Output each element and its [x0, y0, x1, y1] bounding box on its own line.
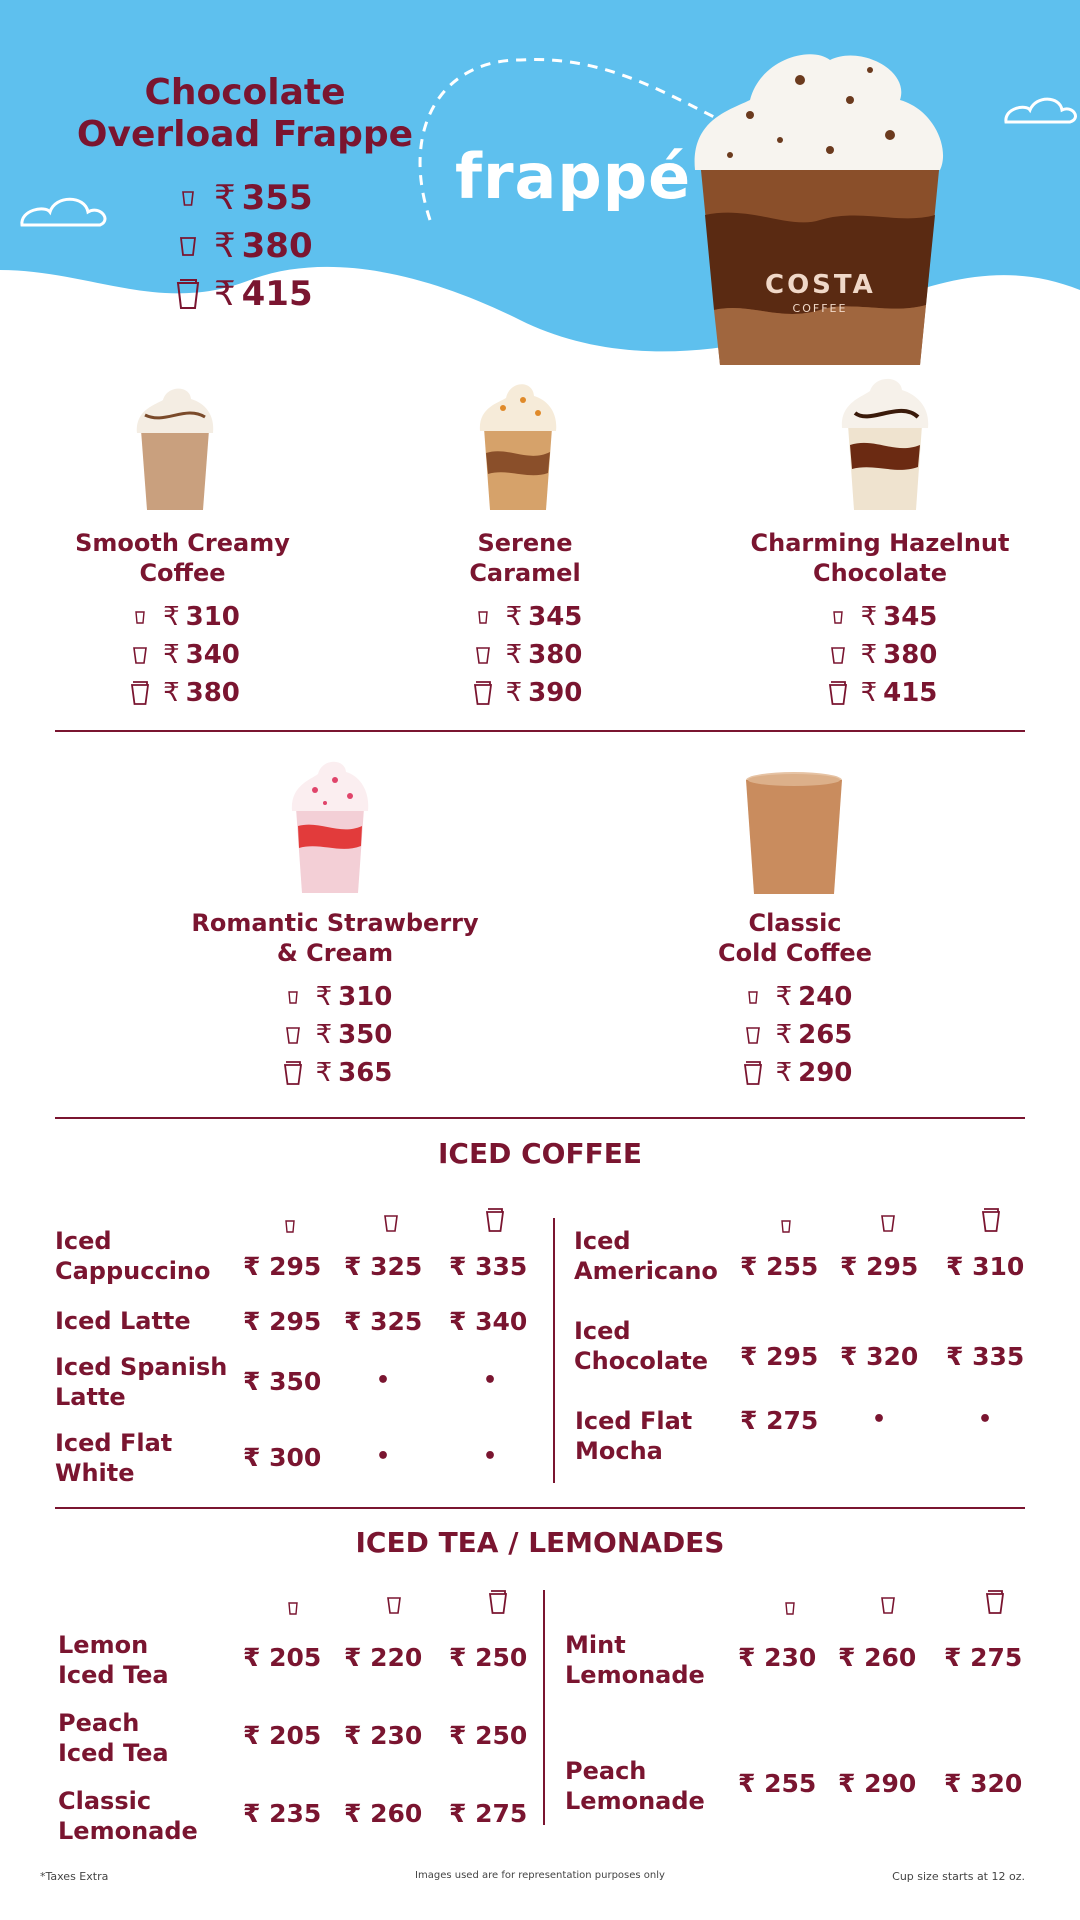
rupee-symbol: ₹ — [740, 1406, 758, 1435]
large-cup-icon — [170, 279, 206, 309]
rupee-symbol: ₹ — [840, 1342, 858, 1371]
hero-price-value: 415 — [241, 274, 313, 314]
rupee-symbol: ₹ — [449, 1799, 467, 1828]
item-name-line1: Iced — [574, 1317, 631, 1345]
item-name-line2: Americano — [574, 1257, 718, 1285]
rupee-symbol: ₹ — [946, 1252, 964, 1281]
rupee-symbol: ₹ — [838, 1643, 856, 1672]
menu-item-iced-latte — [55, 1306, 191, 1336]
item-name-line2: Cold Coffee — [718, 939, 872, 967]
price-small: 240 — [798, 982, 853, 1012]
medium-cup-icon — [468, 647, 498, 664]
price-large: 365 — [338, 1058, 393, 1088]
small-cup-icon — [170, 190, 206, 206]
item-name-line2: Mocha — [575, 1437, 663, 1465]
large-cup-icon — [278, 1061, 308, 1085]
large-cup-icon — [488, 1590, 508, 1618]
rupee-symbol: ₹ — [505, 640, 523, 670]
rupee-symbol: ₹ — [214, 226, 236, 266]
price-small: ₹ 295 — [243, 1307, 322, 1336]
price-small: ₹ 295 — [243, 1252, 322, 1281]
item-name-line1: Charming Hazelnut — [750, 529, 1010, 557]
rupee-symbol: ₹ — [944, 1643, 962, 1672]
small-cup-icon — [738, 991, 768, 1004]
price-small: ₹ 205 — [243, 1643, 322, 1672]
menu-item-smooth-creamy-coffee — [40, 528, 325, 712]
menu-item-iced-americano — [574, 1226, 718, 1286]
price-list — [468, 598, 583, 712]
price-large: ₹ 335 — [946, 1342, 1025, 1371]
rupee-symbol: ₹ — [449, 1721, 467, 1750]
price-small: 345 — [883, 602, 938, 632]
price-small: ₹ 235 — [243, 1799, 322, 1828]
small-cup-icon — [781, 1218, 791, 1237]
menu-item-serene-caramel — [390, 528, 660, 712]
rupee-symbol: ₹ — [505, 602, 523, 632]
menu-item-iced-flat-white — [55, 1428, 172, 1488]
price-list — [738, 978, 853, 1092]
large-cup-icon — [125, 681, 155, 705]
medium-cup-icon — [823, 647, 853, 664]
rupee-symbol: ₹ — [243, 1721, 261, 1750]
small-cup-icon — [285, 1218, 295, 1237]
rupee-symbol: ₹ — [838, 1769, 856, 1798]
item-name-line1: Classic — [58, 1787, 152, 1815]
hero-price-list — [170, 174, 313, 318]
large-cup-icon — [823, 681, 853, 705]
price-list — [125, 598, 240, 712]
rupee-symbol: ₹ — [344, 1307, 362, 1336]
item-name-line2: Cappuccino — [55, 1257, 211, 1285]
rupee-symbol: ₹ — [344, 1799, 362, 1828]
menu-item-peach-lemonade — [565, 1756, 705, 1816]
item-name-line1: Iced Latte — [55, 1307, 191, 1335]
large-cup-icon — [981, 1208, 1001, 1236]
item-name-line1: Lemon — [58, 1631, 149, 1659]
menu-item-iced-spanish-latte — [55, 1352, 227, 1412]
item-name-line1: Iced Flat — [55, 1429, 173, 1457]
price-large: 380 — [185, 678, 240, 708]
medium-cup-icon — [278, 1027, 308, 1044]
rupee-symbol: ₹ — [860, 640, 878, 670]
menu-item-romantic-strawberry-cream — [180, 908, 490, 1092]
price-unavailable: • — [978, 1407, 993, 1432]
price-medium: ₹ 220 — [344, 1643, 423, 1672]
price-large: 290 — [798, 1058, 853, 1088]
item-name-line1: Classic — [748, 909, 842, 937]
price-medium: 265 — [798, 1020, 853, 1050]
small-cup-icon — [288, 1600, 298, 1619]
menu-item-iced-cappuccino — [55, 1226, 211, 1286]
medium-cup-icon — [881, 1215, 895, 1236]
item-name-line2: Chocolate — [574, 1347, 709, 1375]
large-cup-icon — [485, 1208, 505, 1236]
hero-price-large — [170, 270, 313, 318]
price-large: ₹ 335 — [449, 1252, 528, 1281]
rupee-symbol: ₹ — [860, 602, 878, 632]
small-cup-icon — [125, 611, 155, 624]
rupee-symbol: ₹ — [243, 1799, 261, 1828]
rupee-symbol: ₹ — [860, 678, 878, 708]
rupee-symbol: ₹ — [243, 1443, 261, 1472]
price-small: ₹ 255 — [740, 1252, 819, 1281]
column-divider — [553, 1218, 555, 1483]
rupee-symbol: ₹ — [740, 1342, 758, 1371]
item-name-line2: Caramel — [469, 559, 581, 587]
price-list — [823, 598, 938, 712]
price-large: ₹ 340 — [449, 1307, 528, 1336]
rupee-symbol: ₹ — [315, 1020, 333, 1050]
rupee-symbol: ₹ — [775, 982, 793, 1012]
price-small: 310 — [185, 602, 240, 632]
item-name-line2: Iced Tea — [58, 1739, 169, 1767]
item-name-line2: & Cream — [276, 939, 394, 967]
menu-item-iced-chocolate — [574, 1316, 708, 1376]
price-small: 310 — [338, 982, 393, 1012]
price-unavailable: • — [376, 1444, 391, 1469]
large-cup-icon — [985, 1590, 1005, 1618]
classic-cold-coffee-image — [742, 770, 846, 898]
rupee-symbol: ₹ — [214, 178, 236, 218]
item-name-line1: Iced Spanish — [55, 1353, 228, 1381]
price-small: ₹ 350 — [243, 1367, 322, 1396]
large-cup-icon — [738, 1061, 768, 1085]
price-unavailable: • — [483, 1368, 498, 1393]
small-cup-icon — [278, 991, 308, 1004]
hero-title-line1: Chocolate — [144, 72, 346, 113]
item-name-line2: Iced Tea — [58, 1661, 169, 1689]
rupee-symbol: ₹ — [740, 1252, 758, 1281]
item-name-line1: Smooth Creamy — [75, 529, 290, 557]
rupee-symbol: ₹ — [163, 678, 180, 708]
rupee-symbol: ₹ — [344, 1721, 362, 1750]
hero-price-value: 380 — [241, 226, 313, 266]
price-medium: 380 — [883, 640, 938, 670]
price-unavailable: • — [376, 1368, 391, 1393]
item-name-line2: Coffee — [139, 559, 226, 587]
smooth-creamy-coffee-image — [135, 385, 215, 515]
price-medium: ₹ 325 — [344, 1252, 423, 1281]
medium-cup-icon — [738, 1027, 768, 1044]
price-medium: ₹ 230 — [344, 1721, 423, 1750]
rupee-symbol: ₹ — [243, 1252, 261, 1281]
rupee-symbol: ₹ — [243, 1307, 261, 1336]
rupee-symbol: ₹ — [344, 1252, 362, 1281]
price-list — [278, 978, 393, 1092]
romantic-strawberry-cream-image — [290, 758, 370, 898]
price-medium: ₹ 290 — [838, 1769, 917, 1798]
item-name-line1: Mint — [565, 1631, 626, 1659]
item-name-line2: Lemonade — [565, 1661, 705, 1689]
section-title-iced-coffee: ICED COFFEE — [438, 1137, 642, 1170]
rupee-symbol: ₹ — [163, 602, 180, 632]
rupee-symbol: ₹ — [163, 640, 180, 670]
section-divider — [55, 730, 1025, 732]
rupee-symbol: ₹ — [243, 1643, 261, 1672]
menu-item-classic-cold-coffee — [660, 908, 930, 1092]
hero-frappe-image — [690, 40, 950, 370]
rupee-symbol: ₹ — [738, 1643, 756, 1672]
rupee-symbol: ₹ — [315, 982, 333, 1012]
menu-item-classic-lemonade — [58, 1786, 198, 1846]
medium-cup-icon — [387, 1597, 401, 1618]
menu-item-lemon-iced-tea — [58, 1630, 169, 1690]
section-divider — [55, 1117, 1025, 1119]
footer-taxes-note: *Taxes Extra — [40, 1870, 109, 1883]
price-medium: 380 — [528, 640, 583, 670]
section-divider — [55, 1507, 1025, 1509]
price-small: ₹ 230 — [738, 1643, 817, 1672]
rupee-symbol: ₹ — [505, 678, 523, 708]
item-name-line2: Chocolate — [812, 559, 948, 587]
charming-hazelnut-chocolate-image — [840, 375, 930, 515]
price-small: ₹ 295 — [740, 1342, 819, 1371]
item-name-line1: Iced — [55, 1227, 112, 1255]
cup-logo-text: COSTA — [765, 270, 876, 300]
price-large: ₹ 275 — [944, 1643, 1023, 1672]
hero-title-line2: Overload Frappe — [76, 114, 414, 155]
price-medium: 350 — [338, 1020, 393, 1050]
price-large: ₹ 310 — [946, 1252, 1025, 1281]
small-cup-icon — [468, 611, 498, 624]
small-cup-icon — [823, 611, 853, 624]
hero-price-value: 355 — [241, 178, 313, 218]
item-name-line1: Romantic Strawberry — [191, 909, 479, 937]
price-large: ₹ 250 — [449, 1643, 528, 1672]
price-medium: 340 — [185, 640, 240, 670]
price-medium: ₹ 325 — [344, 1307, 423, 1336]
item-name-line1: Peach — [58, 1709, 140, 1737]
footer-cup-size-note: Cup size starts at 12 oz. — [892, 1870, 1025, 1883]
rupee-symbol: ₹ — [214, 274, 236, 314]
price-small: 345 — [528, 602, 583, 632]
hero-title — [60, 72, 430, 156]
item-name-line1: Iced Flat — [575, 1407, 693, 1435]
item-name-line1: Peach — [565, 1757, 647, 1785]
price-small: ₹ 275 — [740, 1406, 819, 1435]
price-medium: ₹ 260 — [838, 1643, 917, 1672]
price-large: ₹ 320 — [944, 1769, 1023, 1798]
rupee-symbol: ₹ — [315, 1058, 333, 1088]
rupee-symbol: ₹ — [944, 1769, 962, 1798]
item-name-line2: Lemonade — [58, 1817, 198, 1845]
brand-logo: frappé — [455, 140, 692, 213]
section-title-iced-tea-lemonades: ICED TEA / LEMONADES — [355, 1526, 725, 1559]
price-large: ₹ 275 — [449, 1799, 528, 1828]
footer-disclaimer: Images used are for representation purposes only — [415, 1870, 665, 1881]
item-name-line1: Serene — [477, 529, 573, 557]
rupee-symbol: ₹ — [775, 1058, 793, 1088]
price-medium: ₹ 260 — [344, 1799, 423, 1828]
item-name-line2: Latte — [55, 1383, 126, 1411]
rupee-symbol: ₹ — [449, 1643, 467, 1672]
medium-cup-icon — [125, 647, 155, 664]
price-small: ₹ 255 — [738, 1769, 817, 1798]
hero-price-small — [170, 174, 313, 222]
rupee-symbol: ₹ — [775, 1020, 793, 1050]
item-name-line2: White — [55, 1459, 135, 1487]
menu-item-mint-lemonade — [565, 1630, 705, 1690]
price-unavailable: • — [483, 1444, 498, 1469]
medium-cup-icon — [881, 1597, 895, 1618]
price-medium: ₹ 320 — [840, 1342, 919, 1371]
price-unavailable: • — [872, 1407, 887, 1432]
rupee-symbol: ₹ — [243, 1367, 261, 1396]
price-small: ₹ 205 — [243, 1721, 322, 1750]
small-cup-icon — [785, 1600, 795, 1619]
cup-logo-subtext: COFFEE — [792, 302, 848, 315]
rupee-symbol: ₹ — [738, 1769, 756, 1798]
menu-item-charming-hazelnut-chocolate — [735, 528, 1025, 712]
price-large: 390 — [528, 678, 583, 708]
column-divider — [543, 1590, 545, 1825]
price-medium: ₹ 295 — [840, 1252, 919, 1281]
rupee-symbol: ₹ — [449, 1307, 467, 1336]
hero-price-medium — [170, 222, 313, 270]
price-small: ₹ 300 — [243, 1443, 322, 1472]
item-name-line1: Iced — [574, 1227, 631, 1255]
price-large: 415 — [883, 678, 938, 708]
menu-item-iced-flat-mocha — [575, 1406, 692, 1466]
menu-item-peach-iced-tea — [58, 1708, 169, 1768]
item-name-line2: Lemonade — [565, 1787, 705, 1815]
rupee-symbol: ₹ — [840, 1252, 858, 1281]
price-large: ₹ 250 — [449, 1721, 528, 1750]
medium-cup-icon — [170, 236, 206, 256]
large-cup-icon — [468, 681, 498, 705]
rupee-symbol: ₹ — [344, 1643, 362, 1672]
medium-cup-icon — [384, 1215, 398, 1236]
rupee-symbol: ₹ — [946, 1342, 964, 1371]
rupee-symbol: ₹ — [449, 1252, 467, 1281]
serene-caramel-image — [478, 378, 558, 515]
